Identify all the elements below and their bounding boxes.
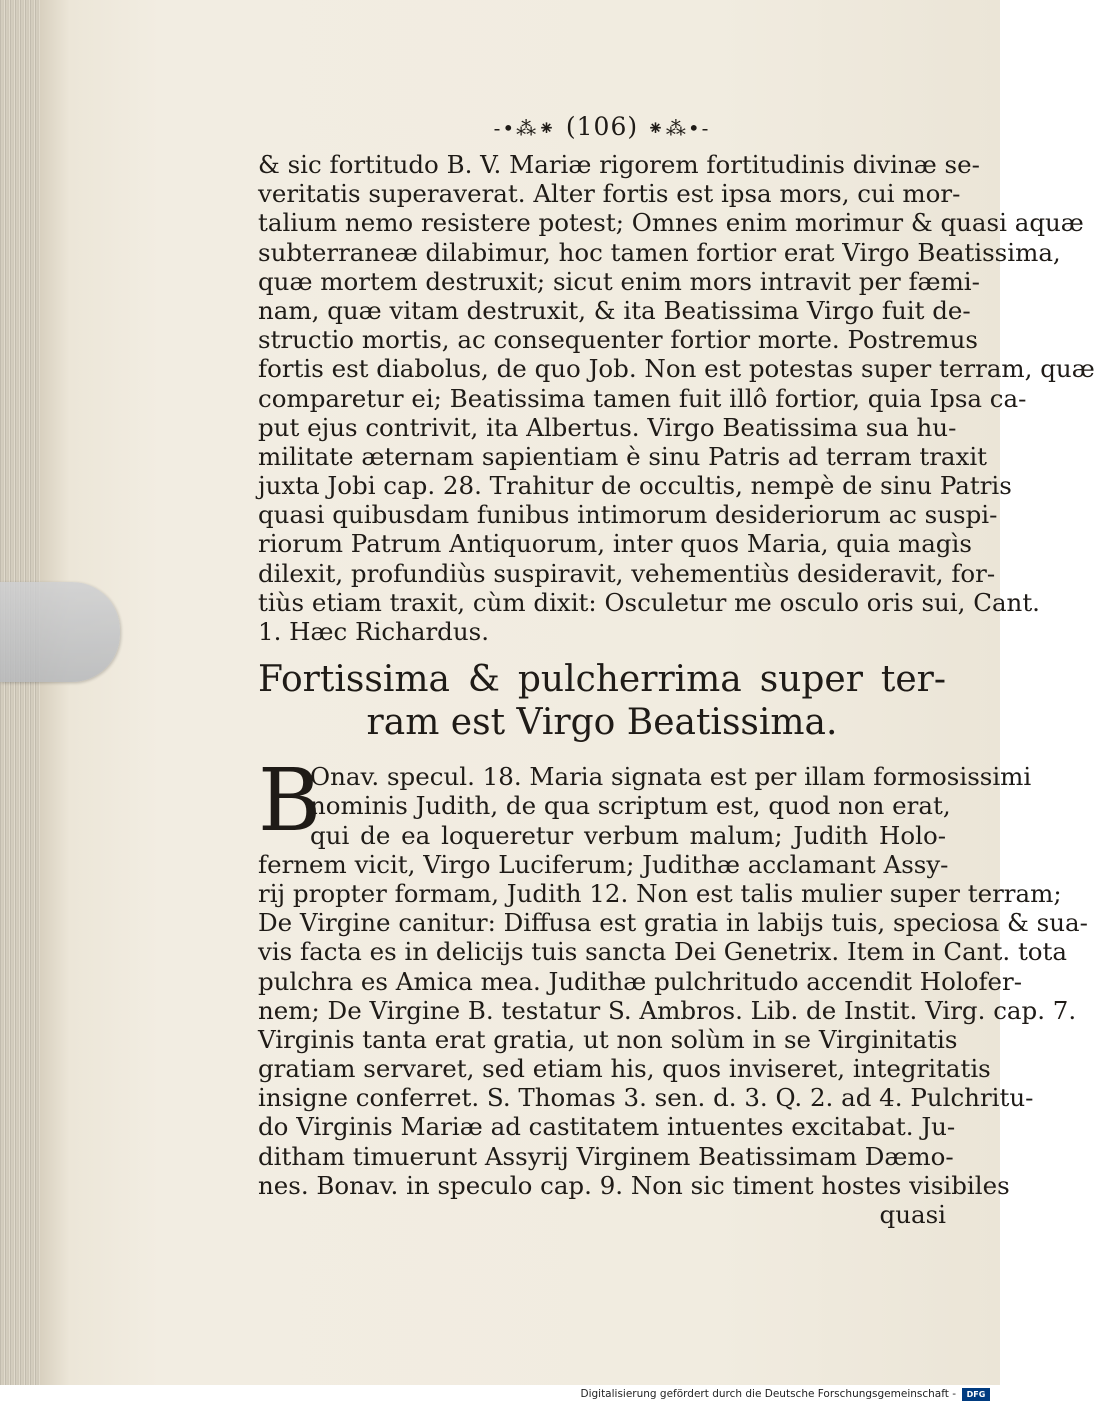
text-line: militate æternam sapientiam è sinu Patris ad terram traxit bbox=[258, 441, 988, 471]
text-line: fortis est diabolus, de quo Job. Non est potestas super terram, quæ bbox=[258, 354, 1095, 384]
text-line: juxta Jobi cap. 28. Trahitur de occultis, nempè de sinu Patris bbox=[258, 471, 1012, 501]
page-number: (106) bbox=[565, 112, 639, 141]
text-line: Virginis tanta erat gratia, ut non solùm in se Virginitatis bbox=[258, 1024, 958, 1054]
text-line: & sic fortitudo B. V. Mariæ rigorem fortitudinis divinæ se- bbox=[258, 150, 980, 179]
text-line: ditham timuerunt Assyrij Virginem Beatissimam Dæmo- bbox=[258, 1141, 954, 1171]
paragraph-2 bbox=[258, 751, 1088, 1229]
book-page-edges bbox=[0, 0, 42, 1385]
text-line: nominis Judith, de qua scriptum est, quod non erat, bbox=[310, 791, 951, 821]
text-line: put ejus contrivit, ita Albertus. Virgo Beatissima sua hu- bbox=[258, 412, 957, 442]
text-line: nes. Bonav. in speculo cap. 9. Non sic timent hostes visibiles bbox=[258, 1170, 1010, 1200]
section-heading-line-1: Fortissima & pulcherrima super ter- bbox=[258, 659, 946, 701]
text-line: nem; De Virgine B. testatur S. Ambros. Lib. de Instit. Virg. cap. 7. bbox=[258, 995, 1077, 1025]
header-ornament-left: -•⁂⁕ bbox=[493, 116, 557, 140]
drop-cap: B bbox=[258, 751, 322, 852]
text-line: pulchra es Amica mea. Judithæ pulchritudo accendit Holofer- bbox=[258, 966, 1023, 996]
text-line: do Virginis Mariæ ad castitatem intuentes excitabat. Ju- bbox=[258, 1112, 956, 1142]
text-line: riorum Patrum Antiquorum, inter quos Maria, quia magìs bbox=[258, 529, 972, 559]
dfg-logo: DFG bbox=[962, 1388, 990, 1401]
text-block bbox=[258, 108, 1095, 1229]
catchword: quasi bbox=[879, 1200, 946, 1229]
text-line: qui de ea loqueretur verbum malum; Judith Holo- bbox=[310, 820, 946, 850]
text-line: De Virgine canitur: Diffusa est gratia in labijs tuis, speciosa & sua- bbox=[258, 908, 1088, 938]
text-line: subterraneæ dilabimur, hoc tamen fortior erat Virgo Beatissima, bbox=[258, 237, 1061, 267]
text-line: insigne conferret. S. Thomas 3. sen. d. 3. Q. 2. ad 4. Pulchritu- bbox=[258, 1083, 1034, 1113]
header-ornament-right: ⁕⁂•- bbox=[647, 116, 711, 140]
text-line: Onav. specul. 18. Maria signata est per illam formosissimi bbox=[310, 762, 1032, 792]
text-line: tiùs etiam traxit, cùm dixit: Osculetur me osculo oris sui, Cant. bbox=[258, 587, 1040, 617]
text-line: quasi quibusdam funibus intimorum desideriorum ac suspi- bbox=[258, 500, 998, 530]
page-header bbox=[258, 108, 946, 146]
bookmark-tab bbox=[0, 582, 120, 682]
text-line: veritatis superaverat. Alter fortis est ipsa mors, cui mor- bbox=[258, 179, 961, 209]
text-line: gratiam servaret, sed etiam his, quos inviseret, integritatis bbox=[258, 1054, 991, 1084]
text-line: quæ mortem destruxit; sicut enim mors intravit per fæmi- bbox=[258, 266, 980, 296]
text-line: talium nemo resistere potest; Omnes enim morimur & quasi aquæ bbox=[258, 208, 1084, 238]
dfg-credit-text: Digitalisierung gefördert durch die Deutsche Forschungsgemeinschaft - bbox=[580, 1388, 956, 1400]
section-heading-line-2: ram est Virgo Beatissima. bbox=[366, 702, 838, 744]
paragraph-1 bbox=[258, 150, 1095, 646]
text-line: rij propter formam, Judith 12. Non est talis mulier super terram; bbox=[258, 878, 1062, 908]
text-line: dilexit, profundiùs suspiravit, vehementiùs desideravit, for- bbox=[258, 558, 996, 588]
text-line: vis facta es in delicijs tuis sancta Dei Genetrix. Item in Cant. tota bbox=[258, 937, 1067, 967]
text-line: comparetur ei; Beatissima tamen fuit illô fortior, quia Ipsa ca- bbox=[258, 383, 1027, 413]
text-line: 1. Hæc Richardus. bbox=[258, 617, 489, 646]
text-line: nam, quæ vitam destruxit, & ita Beatissima Virgo fuit de- bbox=[258, 295, 971, 325]
text-line: structio mortis, ac consequenter fortior morte. Postremus bbox=[258, 325, 978, 355]
text-line: fernem vicit, Virgo Luciferum; Judithæ acclamant Assy- bbox=[258, 849, 949, 879]
